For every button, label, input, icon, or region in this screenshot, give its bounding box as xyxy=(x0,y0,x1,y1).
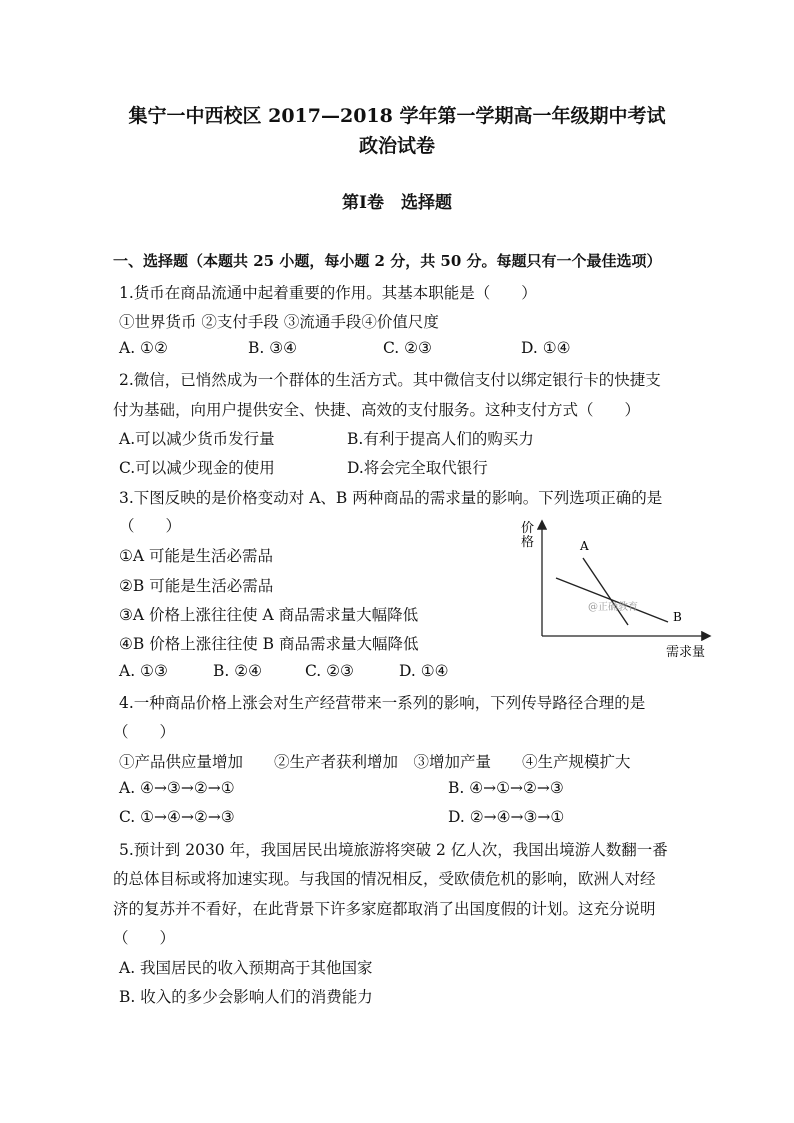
q2-stem-line2: 付为基础，向用户提供安全、快捷、高效的支付服务。这种支付方式（ ） xyxy=(113,401,641,419)
q3-stem-line2: （ ） xyxy=(119,517,182,535)
q4-stem-line1: 4.一种商品价格上涨会对生产经营带来一系列的影响，下列传导路径合理的是 xyxy=(119,694,646,712)
q5-option-b: B. 收入的多少会影响人们的消费能力 xyxy=(119,988,373,1006)
q3-option-b: B. ②④ xyxy=(213,662,263,680)
exam-title: 集宁一中西校区 2017—2018 学年第一学期高一年级期中考试 xyxy=(128,105,666,127)
q3-item-4: ④B 价格上涨往往使 B 商品需求量大幅降低 xyxy=(119,635,419,653)
q1-option-b: B. ③④ xyxy=(248,339,298,357)
q2-option-c: C.可以减少现金的使用 xyxy=(119,459,275,477)
q1-option-c: C. ②③ xyxy=(383,339,432,357)
q4-option-c: C. ①→④→②→③ xyxy=(119,808,235,826)
q2-option-b: B.有利于提高人们的购买力 xyxy=(347,430,534,448)
q4-stem-line2: （ ） xyxy=(113,723,176,741)
exam-subtitle: 政治试卷 xyxy=(358,135,435,157)
q2-stem-line1: 2.微信，已悄然成为一个群体的生活方式。其中微信支付以绑定银行卡的快捷支 xyxy=(119,371,661,389)
q5-stem-line4: （ ） xyxy=(113,929,176,947)
q5-stem-line3: 济的复苏并不看好，在此背景下许多家庭都取消了出国度假的计划。这充分说明 xyxy=(113,900,656,918)
q1-items: ①世界货币 ②支付手段 ③流通手段④价值尺度 xyxy=(119,313,439,331)
q4-items: ①产品供应量增加 ②生产者获利增加 ③增加产量 ④生产规模扩大 xyxy=(119,753,631,771)
q3-item-3: ③A 价格上涨往往使 A 商品需求量大幅降低 xyxy=(119,606,419,624)
demand-diagram xyxy=(515,518,715,663)
q3-item-1: ①A 可能是生活必需品 xyxy=(119,547,274,565)
q5-stem-line2: 的总体目标或将加速实现。与我国的情况相反，受欧债危机的影响，欧洲人对经 xyxy=(113,870,656,888)
q3-stem-line1: 3.下图反映的是价格变动对 A、B 两种商品的需求量的影响。下列选项正确的是 xyxy=(119,489,663,507)
q3-item-2: ②B 可能是生活必需品 xyxy=(119,577,274,595)
y-axis-label-2: 格 xyxy=(521,535,535,550)
q4-option-d: D. ②→④→③→① xyxy=(448,808,565,826)
x-axis-label: 需求量 xyxy=(666,645,706,660)
q5-stem-line1: 5.预计到 2030 年，我国居民出境旅游将突破 2 亿人次，我国出境游人数翻一番 xyxy=(119,841,668,859)
q4-option-b: B. ④→①→②→③ xyxy=(448,779,564,797)
part-heading: 一、选择题（本题共 25 小题，每小题 2 分，共 50 分。每题只有一个最佳选项） xyxy=(113,252,662,270)
section-title: 第Ⅰ卷 选择题 xyxy=(342,193,452,213)
q2-option-a: A.可以减少货币发行量 xyxy=(119,430,275,448)
line-b-label: B xyxy=(673,610,682,624)
line-a-label: A xyxy=(580,539,589,553)
q1-option-a: A. ①② xyxy=(119,339,168,357)
watermark: @正确教育 xyxy=(588,602,638,613)
q5-option-a: A. 我国居民的收入预期高于其他国家 xyxy=(119,959,373,977)
q1-option-d: D. ①④ xyxy=(521,339,571,357)
q3-option-a: A. ①③ xyxy=(119,662,168,680)
line-b xyxy=(556,578,668,622)
q3-option-d: D. ①④ xyxy=(399,662,449,680)
q1-stem: 1.货币在商品流通中起着重要的作用。其基本职能是（ ） xyxy=(119,284,537,302)
q2-option-d: D.将会完全取代银行 xyxy=(347,459,488,477)
q4-option-a: A. ④→③→②→① xyxy=(119,779,235,797)
y-axis-label-1: 价 xyxy=(521,521,535,536)
q3-option-c: C. ②③ xyxy=(305,662,354,680)
